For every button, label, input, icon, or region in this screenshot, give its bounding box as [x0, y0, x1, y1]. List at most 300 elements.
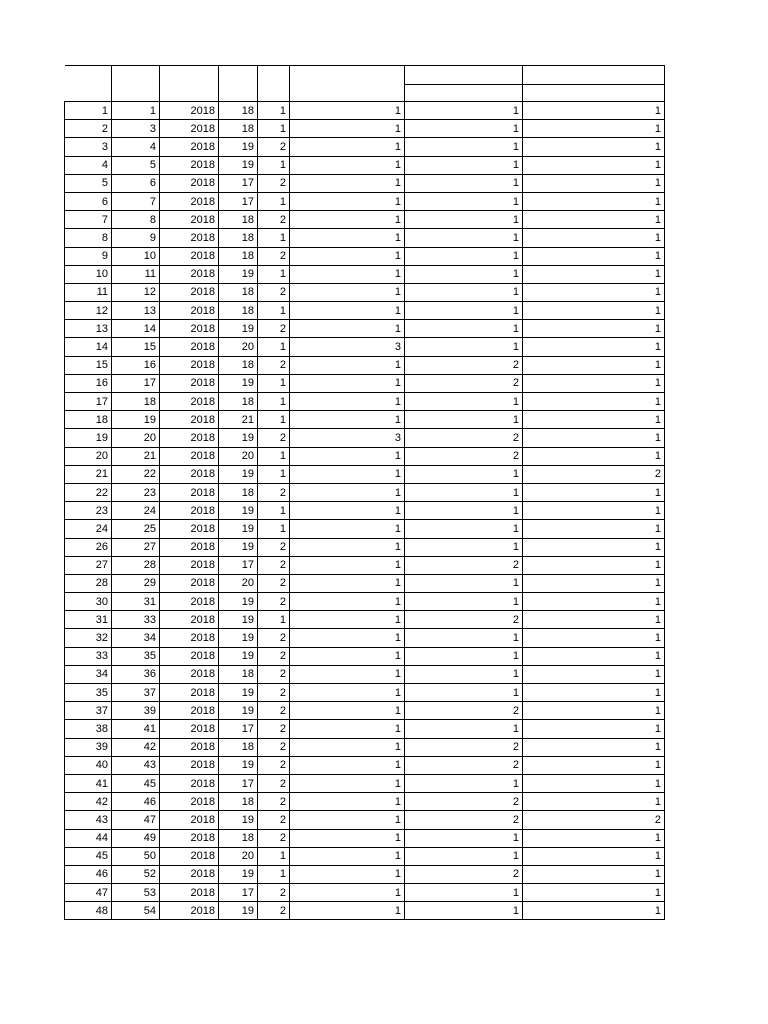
- table-cell: 2: [258, 283, 290, 301]
- table-cell: 34: [65, 665, 112, 683]
- table-cell: 1: [290, 283, 405, 301]
- table-row: [65, 265, 665, 283]
- table-cell: 1: [405, 829, 523, 847]
- table-cell: 1: [405, 338, 523, 356]
- table-row: [65, 320, 665, 338]
- table-cell: 23: [112, 483, 160, 501]
- table-cell: 10: [112, 247, 160, 265]
- table-cell: 17: [219, 884, 258, 902]
- table-cell: 1: [523, 356, 665, 374]
- table-cell: 2: [258, 811, 290, 829]
- table-cell: 2018: [160, 556, 219, 574]
- table-cell: 1: [523, 265, 665, 283]
- table-cell: 2: [258, 138, 290, 156]
- table-cell: 33: [112, 611, 160, 629]
- table-cell: 19: [219, 538, 258, 556]
- table-cell: 1: [290, 374, 405, 392]
- table-cell: 22: [112, 465, 160, 483]
- table-row: [65, 411, 665, 429]
- table-cell: 18: [112, 393, 160, 411]
- table-cell: 1: [523, 320, 665, 338]
- table-cell: 2: [405, 738, 523, 756]
- table-cell: 1: [290, 174, 405, 192]
- table-cell: 1: [258, 102, 290, 120]
- table-cell: 1: [290, 538, 405, 556]
- table-cell: 1: [523, 611, 665, 629]
- table-cell: 1: [290, 247, 405, 265]
- table-cell: 1: [405, 902, 523, 920]
- table-cell: 2: [258, 647, 290, 665]
- table-cell: 1: [258, 156, 290, 174]
- table-cell: 1: [523, 847, 665, 865]
- table-cell: 2: [65, 120, 112, 138]
- table-cell: 1: [523, 902, 665, 920]
- table-cell: 53: [112, 884, 160, 902]
- table-cell: 19: [219, 756, 258, 774]
- table-cell: 39: [112, 702, 160, 720]
- table-cell: 1: [290, 793, 405, 811]
- table-cell: 2: [258, 684, 290, 702]
- table-cell: 14: [112, 320, 160, 338]
- table-cell: 1: [258, 393, 290, 411]
- table-cell: 2018: [160, 174, 219, 192]
- table-cell: 1: [290, 647, 405, 665]
- table-cell: 1: [523, 738, 665, 756]
- table-cell: 1: [523, 211, 665, 229]
- table-cell: 43: [112, 756, 160, 774]
- table-cell: 1: [290, 520, 405, 538]
- table-row: [65, 756, 665, 774]
- table-row: [65, 738, 665, 756]
- table-cell: 18: [219, 483, 258, 501]
- table-cell: 2018: [160, 411, 219, 429]
- table-cell: 6: [65, 192, 112, 210]
- table-cell: 1: [523, 283, 665, 301]
- table-cell: 2018: [160, 665, 219, 683]
- table-cell: 2018: [160, 502, 219, 520]
- table-cell: 2018: [160, 211, 219, 229]
- table-cell: 19: [219, 320, 258, 338]
- table-cell: 1: [290, 720, 405, 738]
- table-cell: 9: [65, 247, 112, 265]
- table-cell: 1: [290, 211, 405, 229]
- table-cell: 1: [290, 665, 405, 683]
- table-row: [65, 611, 665, 629]
- table-cell: 2: [258, 593, 290, 611]
- table-cell: 2018: [160, 102, 219, 120]
- table-cell: 1: [523, 684, 665, 702]
- table-cell: 2018: [160, 774, 219, 792]
- table-row: [65, 647, 665, 665]
- header-cell: [523, 85, 665, 102]
- table-cell: 1: [405, 211, 523, 229]
- table-row: [65, 174, 665, 192]
- table-cell: 2: [405, 356, 523, 374]
- table-cell: 18: [65, 411, 112, 429]
- table-cell: 19: [65, 429, 112, 447]
- table-cell: 6: [112, 174, 160, 192]
- table-cell: 54: [112, 902, 160, 920]
- table-cell: 19: [219, 811, 258, 829]
- table-cell: 1: [523, 774, 665, 792]
- table-cell: 17: [65, 393, 112, 411]
- table-row: [65, 338, 665, 356]
- table-cell: 1: [523, 338, 665, 356]
- table-cell: 1: [290, 902, 405, 920]
- table-cell: 19: [219, 465, 258, 483]
- table-cell: 35: [65, 684, 112, 702]
- table-cell: 13: [65, 320, 112, 338]
- table-cell: 1: [258, 374, 290, 392]
- header-cell: [258, 66, 290, 85]
- table-cell: 2018: [160, 738, 219, 756]
- table-cell: 1: [290, 738, 405, 756]
- table-cell: 2018: [160, 574, 219, 592]
- table-cell: 1: [523, 247, 665, 265]
- table-cell: 1: [405, 174, 523, 192]
- table-cell: 1: [523, 447, 665, 465]
- table-cell: 35: [112, 647, 160, 665]
- table-cell: 18: [219, 211, 258, 229]
- header-cell: [160, 66, 219, 85]
- table-cell: 1: [523, 411, 665, 429]
- table-cell: 1: [405, 720, 523, 738]
- table-cell: 1: [405, 138, 523, 156]
- table-cell: 1: [405, 538, 523, 556]
- table-cell: 19: [219, 629, 258, 647]
- table-cell: 1: [290, 629, 405, 647]
- header-cell: [258, 85, 290, 102]
- table-cell: 34: [112, 629, 160, 647]
- table-row: [65, 811, 665, 829]
- table-cell: 16: [65, 374, 112, 392]
- header-cell: [405, 85, 523, 102]
- table-cell: 2: [405, 447, 523, 465]
- table-cell: 2018: [160, 520, 219, 538]
- table-cell: 18: [219, 247, 258, 265]
- table-cell: 1: [405, 229, 523, 247]
- table-row: [65, 502, 665, 520]
- table-cell: 19: [219, 265, 258, 283]
- table-cell: 2: [258, 902, 290, 920]
- table-cell: 2: [405, 811, 523, 829]
- table-cell: 2: [258, 738, 290, 756]
- header-cell: [112, 85, 160, 102]
- table-cell: 1: [523, 884, 665, 902]
- header-cell: [112, 66, 160, 85]
- table-cell: 17: [219, 774, 258, 792]
- table-cell: 20: [65, 447, 112, 465]
- table-cell: 1: [290, 411, 405, 429]
- table-row: [65, 102, 665, 120]
- table-cell: 10: [65, 265, 112, 283]
- table-cell: 37: [112, 684, 160, 702]
- table-row: [65, 865, 665, 883]
- table-cell: 29: [112, 574, 160, 592]
- table-body: [65, 66, 665, 920]
- table-cell: 45: [112, 774, 160, 792]
- table-cell: 2018: [160, 611, 219, 629]
- table-cell: 1: [258, 465, 290, 483]
- table-cell: 50: [112, 847, 160, 865]
- table-cell: 9: [112, 229, 160, 247]
- table-cell: 1: [290, 829, 405, 847]
- table-cell: 2: [258, 320, 290, 338]
- table-cell: 17: [112, 374, 160, 392]
- table-cell: 2: [405, 702, 523, 720]
- table-row: [65, 884, 665, 902]
- table-cell: 42: [65, 793, 112, 811]
- table-cell: 17: [219, 192, 258, 210]
- table-cell: 47: [112, 811, 160, 829]
- table-cell: 1: [290, 574, 405, 592]
- table-cell: 1: [290, 884, 405, 902]
- table-cell: 2018: [160, 429, 219, 447]
- table-cell: 1: [258, 229, 290, 247]
- table-cell: 1: [523, 574, 665, 592]
- table-cell: 1: [523, 374, 665, 392]
- table-cell: 19: [219, 593, 258, 611]
- table-cell: 19: [219, 702, 258, 720]
- table-cell: 20: [219, 574, 258, 592]
- table-cell: 23: [65, 502, 112, 520]
- table-cell: 12: [112, 283, 160, 301]
- header-cell: [219, 85, 258, 102]
- table-cell: 1: [290, 393, 405, 411]
- table-cell: 1: [258, 520, 290, 538]
- table-cell: 39: [65, 738, 112, 756]
- table-cell: 31: [112, 593, 160, 611]
- table-cell: 4: [65, 156, 112, 174]
- table-cell: 1: [290, 702, 405, 720]
- table-cell: 18: [219, 665, 258, 683]
- table-cell: 16: [112, 356, 160, 374]
- table-cell: 20: [219, 847, 258, 865]
- table-cell: 2018: [160, 265, 219, 283]
- table-cell: 15: [112, 338, 160, 356]
- table-cell: 2: [258, 720, 290, 738]
- table-cell: 1: [258, 865, 290, 883]
- table-cell: 2018: [160, 865, 219, 883]
- table-cell: 27: [112, 538, 160, 556]
- table-cell: 17: [219, 174, 258, 192]
- table-cell: 1: [523, 665, 665, 683]
- table-cell: 2: [405, 611, 523, 629]
- table-cell: 1: [523, 829, 665, 847]
- table-cell: 2018: [160, 320, 219, 338]
- table-cell: 2018: [160, 720, 219, 738]
- table-cell: 1: [258, 192, 290, 210]
- table-cell: 1: [290, 447, 405, 465]
- table-cell: 2: [258, 556, 290, 574]
- header-cell: [405, 66, 523, 85]
- table-cell: 21: [219, 411, 258, 429]
- table-cell: 1: [290, 465, 405, 483]
- header-row-1: [65, 66, 665, 85]
- table-cell: 1: [290, 320, 405, 338]
- table-cell: 3: [290, 338, 405, 356]
- table-cell: 1: [290, 611, 405, 629]
- table-cell: 1: [290, 847, 405, 865]
- table-cell: 1: [258, 447, 290, 465]
- table-row: [65, 702, 665, 720]
- table-cell: 1: [405, 192, 523, 210]
- table-cell: 2018: [160, 229, 219, 247]
- table-cell: 2018: [160, 647, 219, 665]
- table-cell: 2018: [160, 793, 219, 811]
- table-row: [65, 774, 665, 792]
- table-cell: 2018: [160, 447, 219, 465]
- table-cell: 41: [112, 720, 160, 738]
- table-cell: 1: [405, 247, 523, 265]
- table-cell: 1: [405, 520, 523, 538]
- table-cell: 2018: [160, 902, 219, 920]
- table-cell: 14: [65, 338, 112, 356]
- table-cell: 3: [65, 138, 112, 156]
- table-cell: 28: [112, 556, 160, 574]
- table-cell: 11: [65, 283, 112, 301]
- table-cell: 21: [65, 465, 112, 483]
- table-row: [65, 302, 665, 320]
- table-cell: 1: [405, 629, 523, 647]
- table-cell: 1: [290, 120, 405, 138]
- table-cell: 31: [65, 611, 112, 629]
- table-cell: 1: [258, 611, 290, 629]
- table-cell: 19: [219, 520, 258, 538]
- table-cell: 2018: [160, 138, 219, 156]
- table-cell: 1: [290, 302, 405, 320]
- table-cell: 2018: [160, 302, 219, 320]
- table-cell: 2: [258, 702, 290, 720]
- table-cell: 2018: [160, 374, 219, 392]
- table-cell: 1: [258, 120, 290, 138]
- table-cell: 19: [219, 865, 258, 883]
- table-cell: 18: [219, 829, 258, 847]
- table-cell: 1: [405, 156, 523, 174]
- table-row: [65, 847, 665, 865]
- table-cell: 19: [112, 411, 160, 429]
- table-cell: 1: [405, 411, 523, 429]
- table-cell: 1: [290, 229, 405, 247]
- table-cell: 2018: [160, 756, 219, 774]
- table-cell: 38: [65, 720, 112, 738]
- table-cell: 2018: [160, 829, 219, 847]
- table-cell: 2018: [160, 283, 219, 301]
- table-cell: 18: [219, 283, 258, 301]
- table-cell: 2018: [160, 465, 219, 483]
- table-cell: 1: [290, 502, 405, 520]
- table-cell: 22: [65, 483, 112, 501]
- table-cell: 19: [219, 502, 258, 520]
- table-cell: 1: [405, 393, 523, 411]
- table-cell: 2018: [160, 847, 219, 865]
- table-cell: 2018: [160, 811, 219, 829]
- table-cell: 2: [405, 374, 523, 392]
- table-cell: 1: [258, 502, 290, 520]
- table-cell: 5: [112, 156, 160, 174]
- table-cell: 1: [523, 502, 665, 520]
- table-cell: 44: [65, 829, 112, 847]
- table-cell: 1: [405, 302, 523, 320]
- table-row: [65, 465, 665, 483]
- table-cell: 1: [523, 520, 665, 538]
- table-cell: 1: [523, 229, 665, 247]
- table-cell: 47: [65, 884, 112, 902]
- table-cell: 1: [405, 884, 523, 902]
- table-cell: 2018: [160, 684, 219, 702]
- table-cell: 1: [112, 102, 160, 120]
- table-cell: 2018: [160, 702, 219, 720]
- table-cell: 1: [523, 156, 665, 174]
- table-cell: 1: [290, 556, 405, 574]
- table-cell: 1: [405, 574, 523, 592]
- table-cell: 2: [258, 756, 290, 774]
- table-cell: 2: [258, 793, 290, 811]
- table-cell: 2: [405, 865, 523, 883]
- table-row: [65, 138, 665, 156]
- table-cell: 2: [258, 429, 290, 447]
- table-row: [65, 902, 665, 920]
- table-cell: 7: [65, 211, 112, 229]
- table-cell: 41: [65, 774, 112, 792]
- table-cell: 13: [112, 302, 160, 320]
- table-cell: 1: [523, 138, 665, 156]
- table-cell: 27: [65, 556, 112, 574]
- table-cell: 30: [65, 593, 112, 611]
- table-cell: 2018: [160, 483, 219, 501]
- table-cell: 1: [290, 192, 405, 210]
- table-cell: 1: [290, 593, 405, 611]
- table-cell: 1: [405, 265, 523, 283]
- table-row: [65, 720, 665, 738]
- table-cell: 1: [290, 356, 405, 374]
- table-cell: 1: [258, 338, 290, 356]
- table-cell: 17: [219, 556, 258, 574]
- table-cell: 1: [405, 647, 523, 665]
- table-cell: 46: [65, 865, 112, 883]
- table-cell: 40: [65, 756, 112, 774]
- table-row: [65, 211, 665, 229]
- table-cell: 32: [65, 629, 112, 647]
- table-cell: 18: [219, 738, 258, 756]
- table-row: [65, 374, 665, 392]
- table-cell: 1: [405, 465, 523, 483]
- table-row: [65, 447, 665, 465]
- table-cell: 1: [523, 793, 665, 811]
- table-row: [65, 156, 665, 174]
- table-cell: 15: [65, 356, 112, 374]
- table-cell: 21: [112, 447, 160, 465]
- table-cell: 1: [523, 756, 665, 774]
- table-row: [65, 283, 665, 301]
- table-cell: 26: [65, 538, 112, 556]
- header-cell: [290, 66, 405, 85]
- table-cell: 1: [405, 684, 523, 702]
- table-cell: 1: [523, 174, 665, 192]
- table-cell: 1: [405, 102, 523, 120]
- table-cell: 2: [258, 247, 290, 265]
- table-cell: 1: [258, 847, 290, 865]
- table-row: [65, 629, 665, 647]
- table-cell: 19: [219, 684, 258, 702]
- table-cell: 2018: [160, 629, 219, 647]
- table-cell: 4: [112, 138, 160, 156]
- table-cell: 17: [219, 720, 258, 738]
- table-cell: 1: [405, 665, 523, 683]
- table-cell: 20: [219, 447, 258, 465]
- table-cell: 1: [405, 502, 523, 520]
- table-cell: 1: [405, 593, 523, 611]
